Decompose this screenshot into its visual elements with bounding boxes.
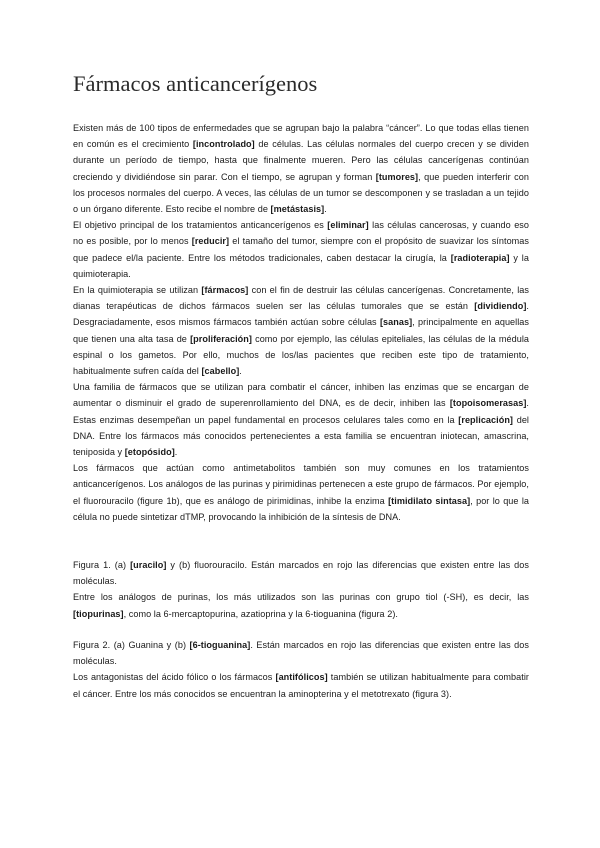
document-title: Fármacos anticancerígenos (73, 71, 318, 96)
answer-term: [etopósido] (124, 447, 175, 458)
answer-term: [replicación] (458, 414, 514, 425)
paragraph (73, 589, 529, 621)
text-run: Entre los análogos de purinas, los más utilizados son las purinas con grupo tiol (-SH), es decir, las (73, 592, 529, 603)
text-run: . (174, 447, 178, 458)
answer-term: [topoisomerasas] (449, 398, 527, 409)
text-run: , como la 6-mercaptopurina, azatioprina y la 6-tioguanina (figura 2). (123, 608, 399, 619)
figure-caption (73, 557, 529, 589)
figure-placeholder (73, 622, 529, 637)
answer-term: [dividiendo] (474, 301, 527, 312)
document-page (73, 70, 529, 702)
text-run: de células. Las células normales del cuerpo crecen y se dividen durante un período de tiempo, hasta que finalmente mueren. Pero las células cancerígenas continúan creciendo y dividiéndose sin parar. Con el tiempo, se agrupan y forman (73, 139, 529, 182)
text-run: , por lo que la célula no puede sintetizar dTMP, provocando la inhibición de la síntesis de DNA. (73, 495, 530, 522)
text-run: , que pueden interferir con los procesos normales del cuerpo. A veces, las células de un tumor se descomponen y se trasladan a un tejido o un órgano diferente. Esto recibe el nombre de (73, 171, 529, 215)
text-run: Los fármacos que actúan como antimetabolitos también son muy comunes en los tratamientos anticancerígenos. Los análogos de las purinas y pirimidinas pertenecen a este grupo de fármacos. Por ejemplo, el fluorouracilo (figure 1b), que es análogo de pirimidinas, inhibe la enzima (73, 463, 529, 506)
paragraph (73, 120, 529, 217)
figure-placeholder (73, 525, 529, 557)
text-run: . (324, 204, 327, 215)
answer-term: [6-tioguanina] (189, 639, 251, 650)
answer-term: [sanas] (379, 317, 413, 328)
answer-term: [metástasis] (270, 204, 325, 215)
text-run: En la quimioterapia se utilizan (73, 285, 202, 296)
answer-term: [radioterapia] (450, 252, 510, 263)
text-run: El objetivo principal de los tratamientos anticancerígenos es (73, 220, 328, 231)
paragraph (73, 669, 529, 701)
answer-term: [eliminar] (327, 220, 369, 231)
paragraph (73, 379, 529, 460)
text-run: . Desgraciadamente, esos mismos fármacos también actúan sobre células (73, 301, 529, 328)
text-run: y (b) fluorouracilo. Están marcados en rojo las diferencias que existen entre las dos moléculas. (73, 560, 529, 587)
answer-term: [incontrolado] (192, 139, 255, 150)
text-run: con el fin de destruir las células cancerígenas. Concretamente, las dianas terapéuticas de dichos fármacos suelen ser las células tumorales que se están (73, 285, 529, 312)
answer-term: [tiopurinas] (73, 608, 124, 619)
answer-term: [proliferación] (190, 333, 252, 344)
text-run: . Están marcados en rojo las diferencias que existen entre las dos moléculas. (73, 639, 529, 667)
text-run: . (239, 366, 242, 377)
paragraph (73, 460, 529, 525)
answer-term: [uracilo] (130, 560, 167, 571)
text-run: Una familia de fármacos que se utilizan para combatir el cáncer, inhiben las enzimas que se encargan de aumentar o disminuir el grado de superenrollamiento del DNA, es de decir, inhiben las (73, 382, 529, 409)
answer-term: [fármacos] (201, 285, 249, 296)
paragraph (73, 282, 529, 379)
text-run: también se utilizan habitualmente para combatir el cáncer. Entre los más conocidos se encuentran la aminopterina y el metotrexato (figura 3). (73, 672, 529, 699)
text-run: Existen más de 100 tipos de enfermedades que se agrupan bajo la palabra “cáncer”. Lo que todas ellas tienen en común es el crecimiento (73, 123, 529, 150)
text-run: y la quimioterapia. (73, 252, 529, 279)
text-run: Figura 1. (a) (73, 560, 131, 571)
text-run: las células cancerosas, y cuando eso no es posible, por lo menos (73, 220, 530, 247)
answer-term: [timidilato sintasa] (388, 495, 471, 506)
text-run: . Estas enzimas desempeñan un papel fundamental en procesos celulares tales como en la (73, 398, 529, 425)
answer-term: [cabello] (201, 366, 240, 377)
document-body (73, 120, 529, 702)
paragraph (73, 217, 529, 282)
text-run: del DNA. Entre los fármacos más conocidos pertenecientes a esta familia se encuentran iniotecan, amascrina, teniposida y (73, 414, 529, 458)
text-run: Figura 2. (a) Guanina y (b) (73, 639, 190, 650)
answer-term: [antifólicos] (275, 672, 328, 683)
text-run: como por ejemplo, las células epiteliales, las células de la médula espinal o los gametos. Por ello, muchos de los/las pacientes que reciben este tipo de tratamiento, habitualmente sufren caída del (73, 333, 529, 377)
figure-caption (73, 637, 529, 669)
answer-term: [reducir] (191, 236, 230, 247)
text-run: el tamaño del tumor, siempre con el propósito de suavizar los síntomas que padece el/la paciente. Entre los métodos tradicionales, caben destacar la cirugía, la (73, 236, 530, 263)
text-run: Los antagonistas del ácido fólico o los fármacos (73, 672, 276, 683)
text-run: , principalmente en aquellas que tienen una alta tasa de (73, 317, 530, 344)
answer-term: [tumores] (375, 171, 419, 182)
